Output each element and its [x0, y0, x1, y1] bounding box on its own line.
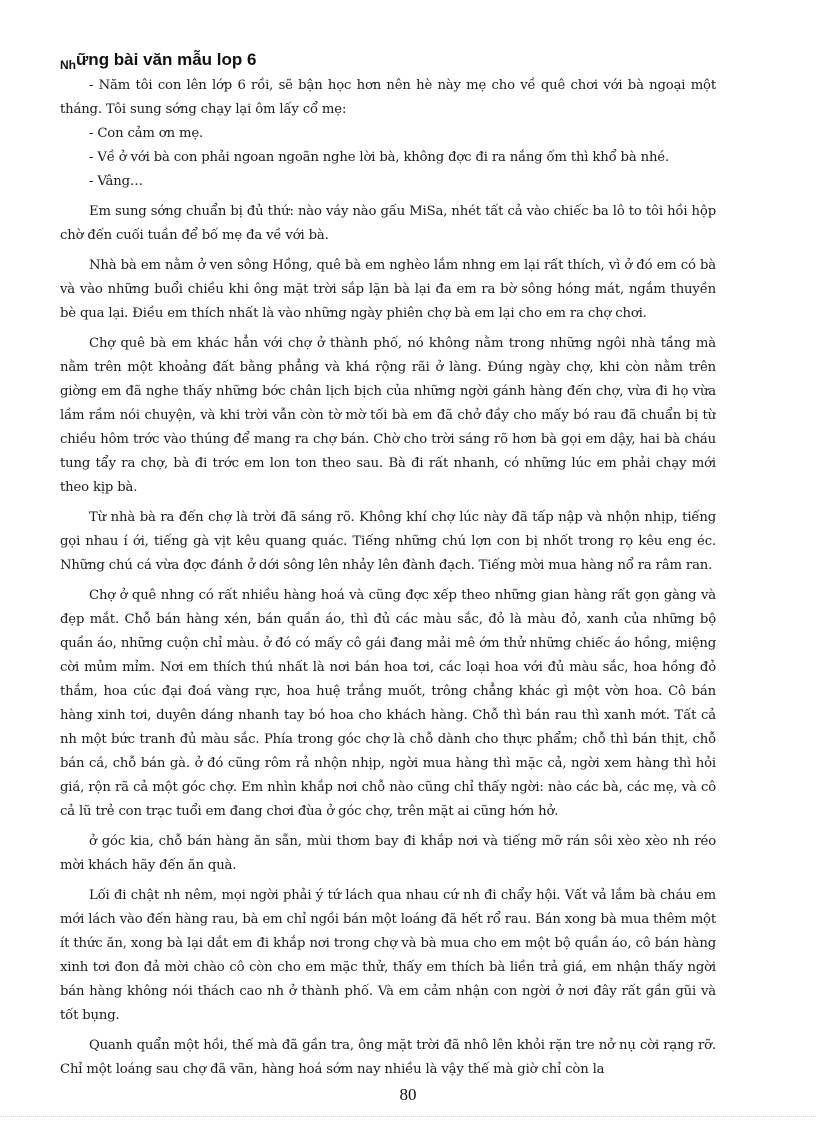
- paragraph: Chợ ở quê nhng có rất nhiều hàng hoá và cũng đợc xếp theo những gian hàng rất gọn gàng và đẹp mắt. Chỗ bán hàng xén, bán quần áo, thì đủ các màu sắc, đỏ là màu đỏ, xanh của những bộ quần áo, những cuộn chỉ màu. ở đó có mấy cô gái đang mải mê ớm thử những chiếc áo hồng, miệng cời mủm mỉm. Nơi em thích thú nhất là nơi bán hoa tơi, các loại hoa với đủ màu sắc, hoa hồng đỏ thắm, hoa cúc đại đoá vàng rực, hoa huệ trắng muốt, trông chẳng khác gì một vờn hoa. Cô bán hàng xinh tơi, duyên dáng nhanh tay bó hoa cho khách hàng. Chỗ thì bán rau thì xanh mớt. Tất cả nh một bức tranh đủ màu sắc. Phía trong góc chợ là chỗ dành cho thực phẩm; chỗ thì bán thịt, chỗ bán cá, chỗ bán gà. ở đó cũng rôm rả nhộn nhịp, ngời mua hàng thì mặc cả, ngời xem hàng thì hỏi giá, rộn rã cả một góc chợ. Em nhìn khắp nơi chỗ nào cũng chỉ thấy ngời: nào các bà, các mẹ, và cô cả lũ trẻ con trạc tuổi em đang chơi đùa ở góc chợ, trên mặt ai cũng hớn hở.: [60, 588, 716, 819]
- paragraph: Quanh quẩn một hồi, thế mà đã gần tra, ông mặt trời đã nhô lên khỏi rặn tre nở nụ cời rạng rỡ. Chỉ một loáng sau chợ đã vãn, hàng hoá sớm nay nhiều là vậy thế mà giờ chỉ còn la: [60, 1038, 716, 1077]
- header-title: ững bài văn mẫu lop 6: [76, 50, 257, 69]
- paragraph: Em sung sớng chuẩn bị đủ thứ: nào váy nào gấu MiSa, nhét tất cả vào chiếc ba lô to tôi hồi hộp chờ đến cuối tuần để bố mẹ đa về với bà.: [60, 204, 716, 243]
- header-prefix: Nh: [60, 58, 76, 72]
- paragraph: - Con cảm ơn mẹ.: [89, 126, 204, 141]
- paragraph: ở góc kia, chỗ bán hàng ăn sẵn, mùi thơm bay đi khắp nơi và tiếng mỡ rán sôi xèo xèo nh réo mời khách hãy đến ăn quà.: [60, 834, 716, 873]
- paragraph: - Vâng…: [89, 174, 143, 189]
- bottom-divider: [0, 1116, 816, 1117]
- paragraph: - Năm tôi con lên lớp 6 rồi, sẽ bận học hơn nên hè này mẹ cho về quê chơi với bà ngoại một tháng. Tôi sung sớng chạy lại ôm lấy cổ mẹ:: [60, 78, 716, 117]
- page-number: 80: [399, 1085, 417, 1104]
- paragraph: Nhà bà em nằm ở ven sông Hồng, quê bà em nghèo lắm nhng em lại rất thích, vì ở đó em có bà và vào những buổi chiều khi ông mặt trời sắp lặn bà lại đa em ra bờ sông hóng mát, ngắm thuyền bè qua lại. Điều em thích nhất là vào những ngày phiên chợ bà em lại cho em ra chợ chơi.: [60, 258, 716, 321]
- paragraph: Lối đi chật nh nêm, mọi ngời phải ý tứ lách qua nhau cứ nh đi chẩy hội. Vất vả lắm bà cháu em mới lách vào đến hàng rau, bà em chỉ ngồi bán một loáng đã hết rổ rau. Bán xong bà mua thêm một ít thức ăn, xong bà lại dắt em đi khắp nơi trong chợ và bà mua cho em một bộ quần áo, cô bán hàng xinh tơi đon đả mời chào cô còn cho em mặc thử, thấy em thích bà liền trả giá, em nhận thấy ngời bán hàng không nói thách cao nh ở thành phố. Và em cảm nhận con ngời ở nơi đây rất gần gũi và tốt bụng.: [60, 888, 716, 1023]
- paragraph: - Về ở với bà con phải ngoan ngoãn nghe lời bà, không đợc đi ra nắng ốm thì khổ bà nhé.: [89, 150, 669, 165]
- body-text: [60, 74, 716, 1084]
- page-header: [60, 50, 256, 70]
- paragraph: Chợ quê bà em khác hẳn với chợ ở thành phố, nó không nằm trong những ngôi nhà tầng mà nằm trên một khoảng đất bằng phẳng và khá rộng rãi ở làng. Đúng ngày chợ, khi còn nằm trên giờng em đã nghe thấy những bớc chân lịch bịch của những ngời gánh hàng đến chợ, vừa đi họ vừa lầm rầm nói chuyện, và khi trời vẫn còn tờ mờ tối bà em đã chở đầy cho mấy bó rau đã chuẩn bị từ chiều hôm trớc vào thúng để mang ra chợ bán. Chờ cho trời sáng rõ hơn bà gọi em dậy, hai bà cháu tung tẩy ra chợ, bà đi trớc em lon ton theo sau. Bà đi rất nhanh, có những lúc em phải chạy mới theo kịp bà.: [60, 336, 716, 495]
- paragraph: Từ nhà bà ra đến chợ là trời đã sáng rõ. Không khí chợ lúc này đã tấp nập và nhộn nhịp, tiếng gọi nhau í ới, tiếng gà vịt kêu quang quác. Tiếng những chú lợn con bị nhốt trong rọ kêu eng éc. Những chú cá vừa đợc đánh ở dới sông lên nhảy lên đành đạch. Tiếng mời mua hàng nổ ra râm ran.: [60, 510, 716, 573]
